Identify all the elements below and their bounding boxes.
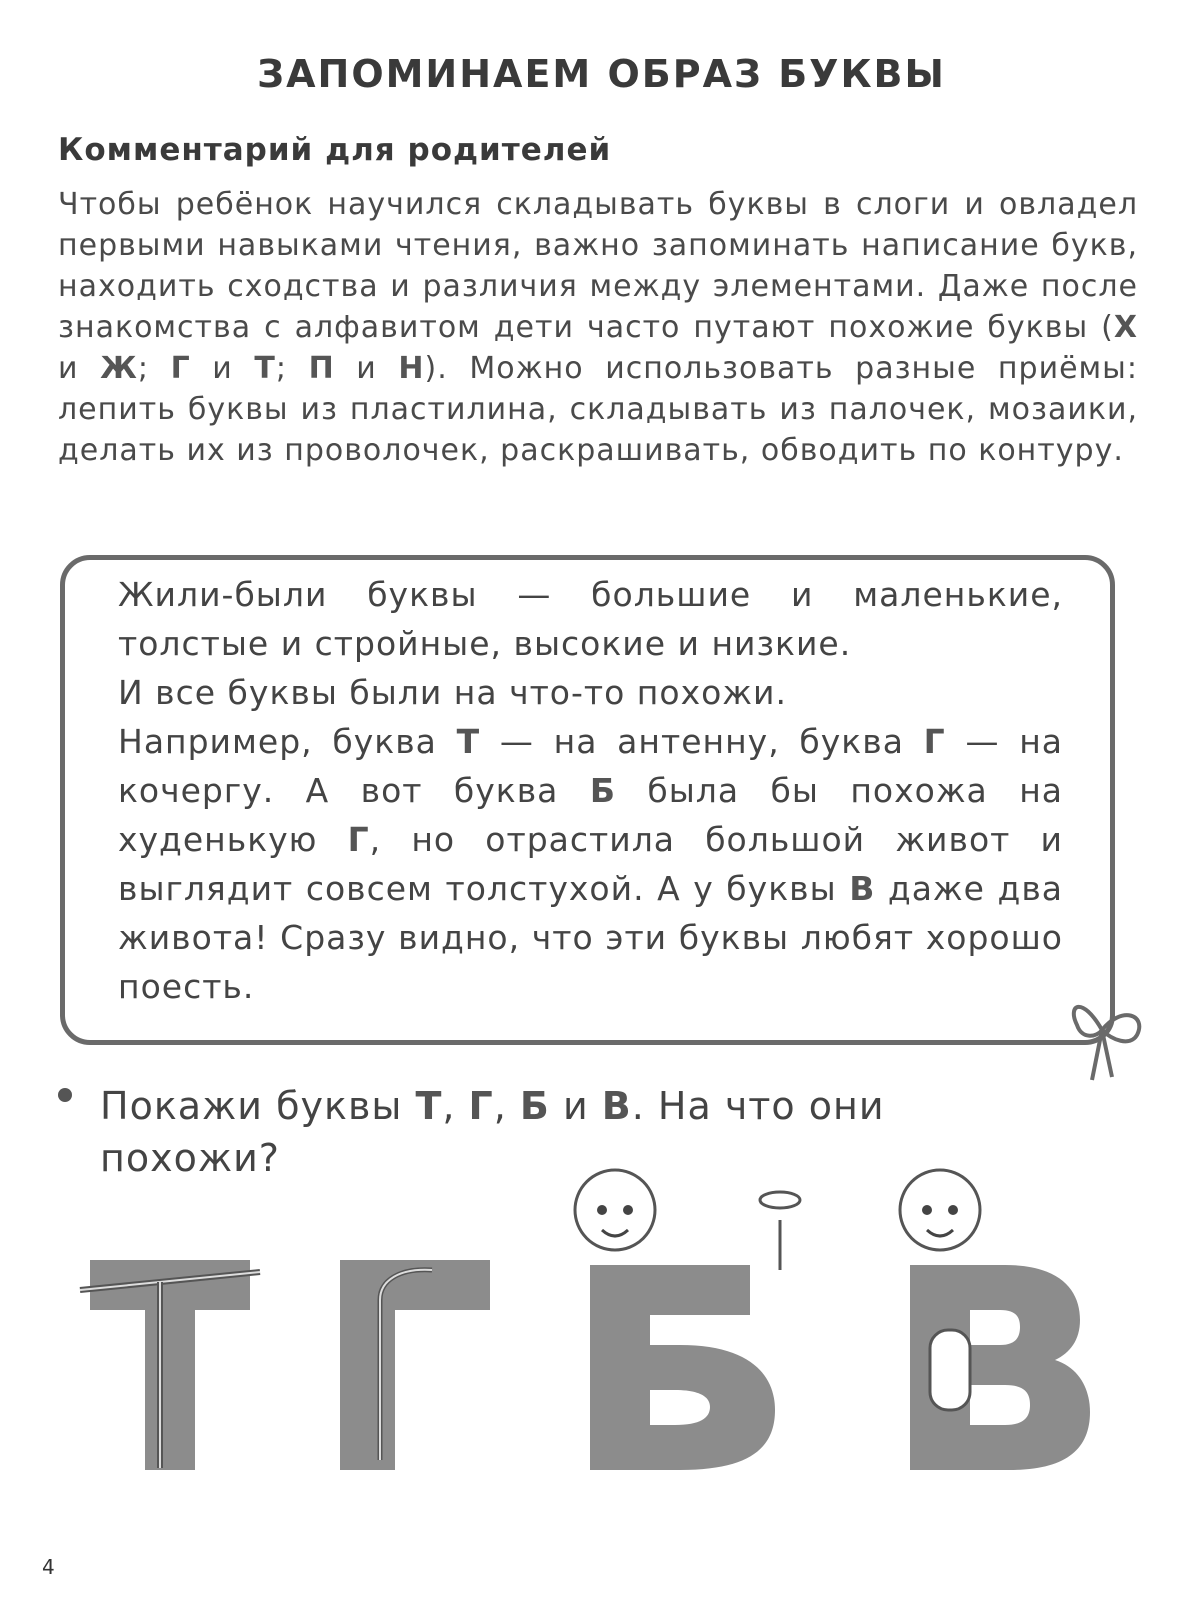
intro-text: ). Можно использовать разные приёмы: лепить буквы из пластилина, складывать из палочек, мозаики, делать их из проволочек, раскрашивать, обводить по контуру.: [58, 351, 1138, 468]
letter-g: Г: [923, 722, 946, 761]
letter-t: Т: [456, 722, 481, 761]
task-chunk: и: [549, 1084, 602, 1128]
story-chunk: Например, буква: [118, 722, 457, 761]
page-title: ЗАПОМИНАЕМ ОБРАЗ БУКВЫ: [257, 52, 946, 96]
letter-g-figure: [340, 1260, 490, 1470]
intro-and: и: [190, 351, 255, 386]
page-number: 4: [42, 1555, 55, 1579]
intro-sep: ;: [137, 351, 171, 386]
intro-and: и: [334, 351, 399, 386]
letter-v: В: [849, 869, 876, 908]
letter-b: Б: [519, 1084, 550, 1128]
story-line: И все буквы были на что-то похожи.: [118, 673, 787, 712]
letter-b: Б: [589, 771, 616, 810]
section-subtitle: Комментарий для родителей: [58, 132, 612, 168]
story-text: [118, 570, 1063, 1011]
task-chunk: ,: [493, 1084, 520, 1128]
letter-v-figure: [900, 1170, 1090, 1470]
task-chunk: . На что они похожи?: [100, 1084, 885, 1180]
story-chunk: — на кочергу. А вот буква: [118, 722, 1063, 810]
story-chunk: даже два живота! Сразу видно, что эти буквы любят хорошо поесть.: [118, 869, 1064, 1006]
letter-zh: Ж: [100, 351, 138, 386]
story-chunk: , но отрастила большой живот и выглядит совсем толстухой. А у буквы: [118, 820, 1063, 908]
letter-n: Н: [398, 351, 425, 386]
letter-t: Т: [415, 1084, 443, 1128]
letter-x: Х: [1113, 310, 1138, 345]
intro-paragraph: [58, 184, 1138, 471]
letter-g: Г: [468, 1084, 494, 1128]
bow-icon: [1062, 985, 1152, 1085]
intro-and: и: [58, 351, 101, 386]
task-chunk: Покажи буквы: [100, 1084, 416, 1128]
letters-illustration: [60, 1150, 1140, 1490]
story-line: [118, 717, 1063, 1011]
letter-g: Г: [347, 820, 370, 859]
intro-text: Чтобы ребёнок научился складывать буквы в слоги и овладел первыми навыками чтения, важно запоминать написание букв, находить сходства и различия между элементами. Даже после знакомства с алфавитом дети часто путают похожие буквы (: [58, 187, 1138, 345]
story-chunk: — на антенну, буква: [480, 722, 924, 761]
letter-t: Т: [254, 351, 276, 386]
letter-b-figure: [575, 1170, 800, 1470]
letter-t-figure: [80, 1260, 260, 1470]
letter-p: П: [308, 351, 335, 386]
intro-sep: ;: [275, 351, 309, 386]
bullet-icon: [58, 1088, 72, 1102]
letter-v: В: [601, 1084, 632, 1128]
story-line: Жили-были буквы — большие и маленькие, толстые и стройные, высокие и низкие.: [118, 575, 1063, 663]
task-chunk: ,: [442, 1084, 469, 1128]
letter-g: Г: [170, 351, 191, 386]
story-chunk: была бы похожа на худенькую: [118, 771, 1063, 859]
